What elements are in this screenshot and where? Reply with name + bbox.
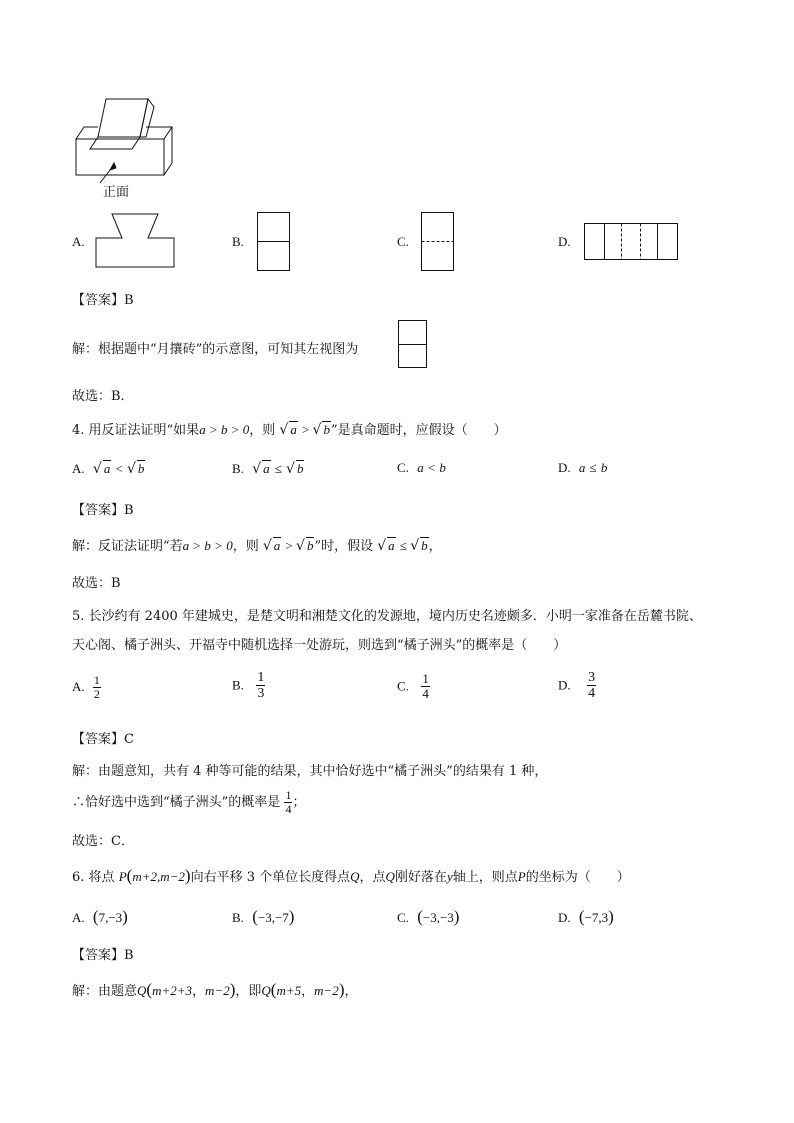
q5-option-c: C. $\frac{1}{4}$: [397, 671, 429, 702]
q3-answer: 【答案】B: [72, 293, 134, 308]
front-label: 正面: [103, 185, 130, 200]
q3-option-b-figure: [257, 212, 291, 272]
q6-option-d: D. (−7,3): [558, 907, 614, 926]
q4-conclusion: 故选：B: [72, 576, 121, 591]
q6-option-a: A. (7,−3): [72, 907, 128, 926]
q3-option-c-figure: [421, 212, 455, 272]
q4-option-a: A. √ a < √ b: [72, 461, 145, 477]
q4-option-b: B. √ a ≤ √ b: [232, 461, 304, 477]
q5-stem-line2: 天心阁、橘子洲头、开福寺中随机选择一处游玩，则选到“橘子洲头”的概率是（ ）: [72, 638, 567, 653]
q5-stem-line1: 5. 长沙约有 2400 年建城史，是楚文明和湘楚文化的发源地，境内历史名迹颇多．小明一家准备在岳麓书院、: [72, 609, 702, 624]
moon-brick-3d-figure: [70, 95, 180, 175]
q6-answer: 【答案】B: [72, 948, 134, 963]
q3-option-c-label: C.: [397, 234, 409, 249]
q4-option-d: D. a ≤ b: [558, 460, 608, 475]
q5-solution-line1: 解：由题意知，共有 4 种等可能的结果，其中恰好选中“橘子洲头”的结果有 1 种，: [72, 764, 548, 779]
q5-option-a: A. $\frac{1}{2}$: [72, 673, 100, 702]
q3-option-b-label: B.: [232, 234, 244, 249]
q6-option-b: B. (−3,−7): [232, 907, 295, 926]
q5-option-d: D. $\frac{3}{4}$: [558, 670, 596, 702]
q5-solution-line2: ∴恰好选中选到“橘子洲头”的概率是 $\frac{1}{4}$ ；: [72, 788, 306, 817]
q4-stem: 4. 用反证法证明“如果a > b > 0，则 √ a > √ b”是真命题时，应假设（ ）: [72, 422, 507, 438]
q5-answer: 【答案】C: [72, 732, 134, 747]
q3-conclusion: 故选：B．: [72, 389, 134, 404]
q3-option-a-label: A.: [72, 234, 85, 249]
q6-option-c: C. (−3,−3): [397, 907, 460, 926]
q5-conclusion: 故选：C．: [72, 834, 134, 849]
q4-answer: 【答案】B: [72, 503, 134, 518]
q6-solution: 解：由题意Q(m+2+3，m−2)，即Q(m+5，m−2)，: [72, 980, 358, 999]
q3-solution: 解：根据题中“月攘砖”的示意图，可知其左视图为: [72, 342, 359, 357]
q3-option-a-figure: [96, 214, 176, 270]
q6-stem: 6. 将点 P(m+2,m−2)向右平移 3 个单位长度得点Q，点Q刚好落在y轴上，则点P的坐标为（ ）: [72, 866, 630, 885]
q3-option-d-figure: [584, 223, 680, 261]
q4-solution: 解：反证法证明“若a > b > 0，则 √ a > √ b”时，假设 √ a ≤ √ b，: [72, 538, 442, 554]
q5-option-b: B. $\frac{1}{3}$: [232, 670, 265, 702]
q3-solution-figure: [398, 320, 428, 370]
q3-option-d-label: D.: [558, 234, 571, 249]
q4-option-c: C. a < b: [397, 460, 446, 475]
